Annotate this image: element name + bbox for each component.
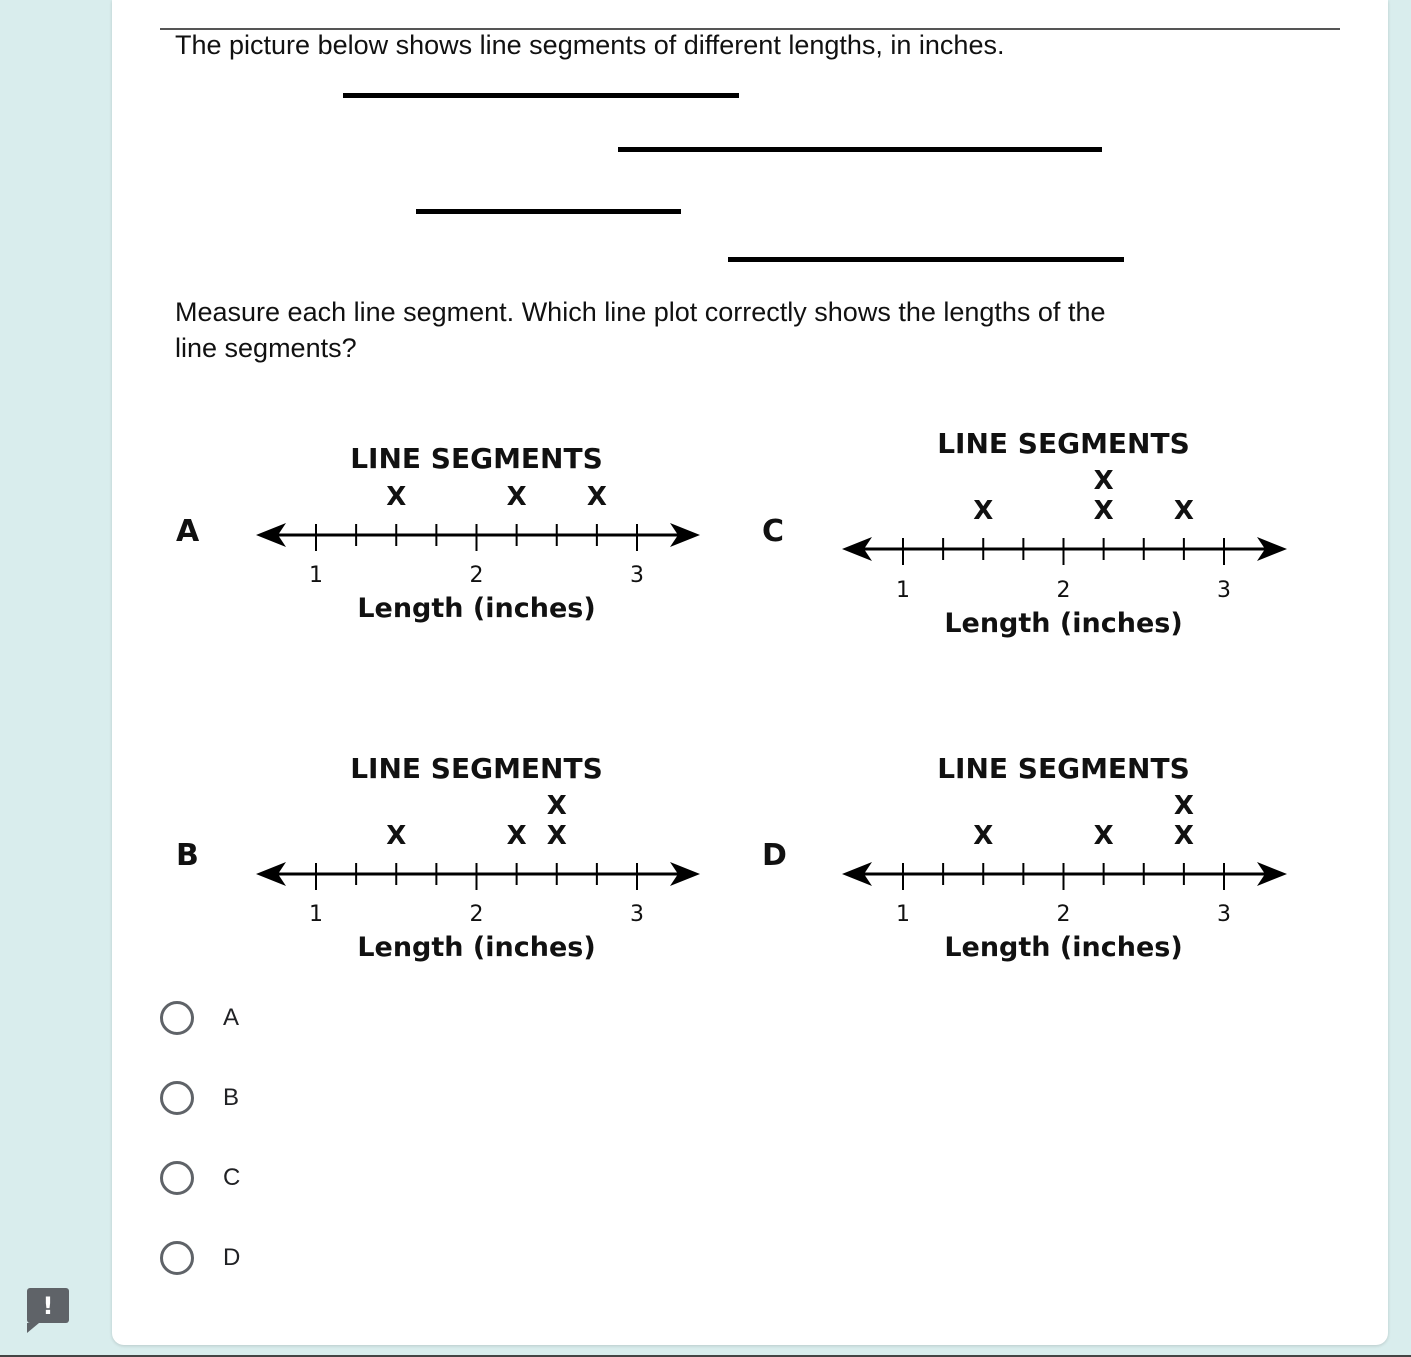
plot-c-tick-label: 3: [1217, 578, 1231, 603]
question-intro: The picture below shows line segments of different lengths, in inches.: [175, 30, 1005, 60]
plot-d-data-point: X: [1173, 791, 1194, 821]
radio-c[interactable]: [160, 1161, 194, 1195]
plot-d-data-point: X: [1093, 821, 1114, 851]
plot-c-tick-label: 1: [896, 578, 910, 603]
plot-d-tick-label: 2: [1056, 902, 1071, 927]
plot-a-xlabel: Length (inches): [357, 593, 596, 624]
plot-d-title: LINE SEGMENTS: [937, 752, 1190, 785]
plot-b-data-point: X: [546, 791, 567, 821]
option-b[interactable]: [160, 1078, 239, 1118]
plot-d-tick-label: 1: [896, 902, 910, 927]
plot-a-tick-label: 1: [309, 563, 323, 588]
exclamation-icon: !: [42, 1291, 54, 1320]
plot-a-data-point: X: [386, 482, 407, 512]
plot-b-data-point: X: [546, 821, 567, 851]
plot-c-data-point: X: [1093, 496, 1114, 526]
plot-c-xlabel: Length (inches): [944, 608, 1183, 639]
plot-d-tick-label: 3: [1217, 902, 1231, 927]
option-c[interactable]: [160, 1158, 240, 1198]
plot-a-data-point: X: [506, 482, 527, 512]
plot-b-data-point: X: [506, 821, 527, 851]
plot-a-data-point: X: [586, 482, 607, 512]
plot-a-tick-label: 2: [469, 563, 484, 588]
plot-d-data-point: X: [1173, 821, 1194, 851]
option-d[interactable]: [160, 1238, 240, 1278]
radio-b[interactable]: [160, 1081, 194, 1115]
radio-d[interactable]: [160, 1241, 194, 1275]
question-prompt-line2: line segments?: [175, 333, 357, 363]
plot-b-data-point: X: [386, 821, 407, 851]
plot-c-title: LINE SEGMENTS: [937, 427, 1190, 460]
plot-b-xlabel: Length (inches): [357, 932, 596, 963]
plot-b-tick-label: 3: [630, 902, 644, 927]
plot-d-xlabel: Length (inches): [944, 932, 1183, 963]
option-b-label: B: [223, 1084, 240, 1111]
plot-b-title: LINE SEGMENTS: [350, 752, 603, 785]
plot-label-c: C: [762, 514, 785, 549]
plot-a-tick-label: 3: [630, 563, 644, 588]
radio-a[interactable]: [160, 1001, 194, 1035]
option-c-label: C: [223, 1164, 241, 1191]
option-d-label: D: [223, 1244, 241, 1271]
report-problem-button[interactable]: [27, 1288, 69, 1323]
plot-b-tick-label: 1: [309, 902, 323, 927]
option-a[interactable]: [160, 998, 239, 1038]
plot-c-data-point: X: [1093, 466, 1114, 496]
option-a-label: A: [223, 1004, 240, 1031]
plot-c-tick-label: 2: [1056, 578, 1071, 603]
plot-label-d: D: [762, 838, 787, 873]
plot-c-data-point: X: [1173, 496, 1194, 526]
plot-c-data-point: X: [973, 496, 994, 526]
plot-b-tick-label: 2: [469, 902, 484, 927]
question-prompt-line1: Measure each line segment. Which line plot correctly shows the lengths of the: [175, 297, 1106, 327]
plot-a-title: LINE SEGMENTS: [350, 442, 603, 475]
plot-label-b: B: [176, 838, 199, 873]
plot-label-a: A: [176, 514, 200, 549]
plot-d-data-point: X: [973, 821, 994, 851]
